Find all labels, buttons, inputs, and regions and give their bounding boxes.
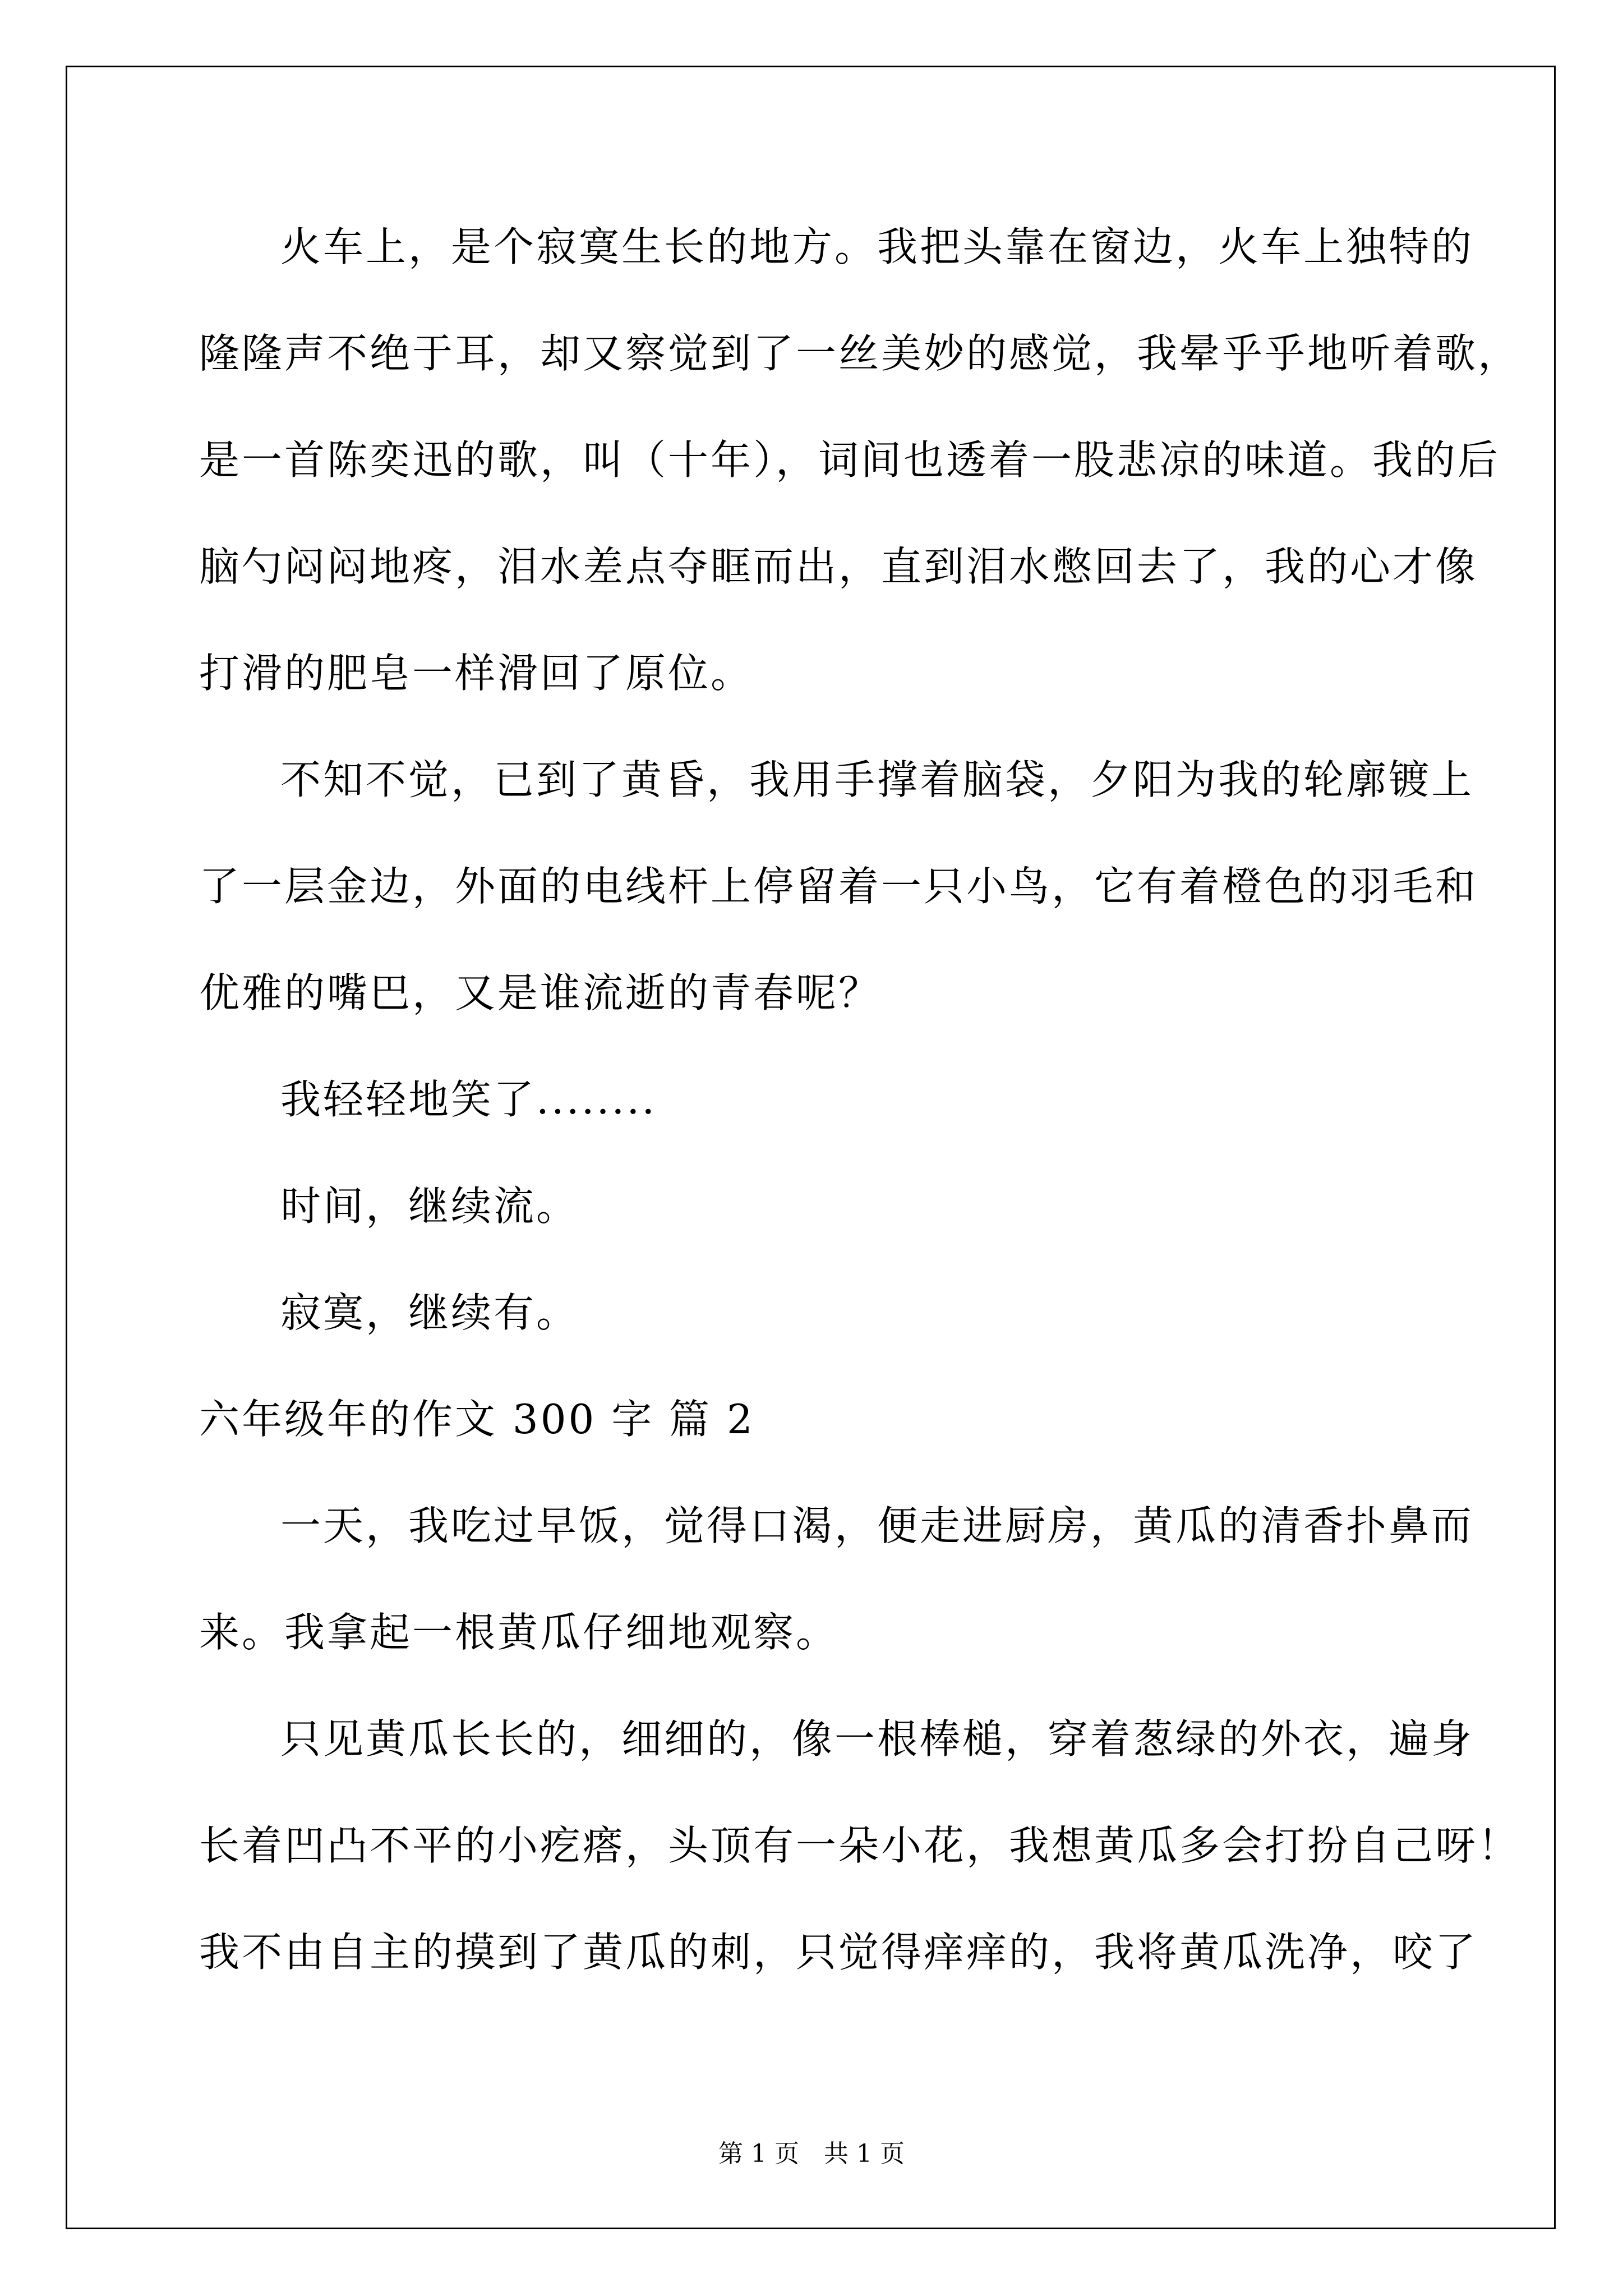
paragraph-line: 只见黄瓜长长的，细细的，像一根棒槌，穿着葱绿的外衣，遍身 <box>280 1715 1474 1763</box>
paragraph-line: 打滑的肥皂一样滑回了原位。 <box>199 650 754 697</box>
paragraph-line: 来。我拿起一根黄瓜仔细地观察。 <box>199 1609 839 1656</box>
paragraph-line: 我轻轻地笑了........ <box>280 1076 657 1123</box>
paragraph-line: 我不由自主的摸到了黄瓜的刺，只觉得痒痒的，我将黄瓜洗净，咬了 <box>199 1929 1478 1976</box>
paragraph-line: 时间，继续流。 <box>280 1182 579 1230</box>
paragraph-line: 了一层金边，外面的电线杆上停留着一只小鸟，它有着橙色的羽毛和 <box>199 863 1478 910</box>
paragraph-line: 寂寞，继续有。 <box>280 1289 579 1336</box>
paragraph-line: 火车上，是个寂寞生长的地方。我把头靠在窗边，火车上独特的 <box>280 223 1474 270</box>
paragraph-line: 是一首陈奕迅的歌，叫（十年），词间也透着一股悲凉的味道。我的后 <box>199 436 1501 484</box>
paragraph-line: 一天，我吃过早饭，觉得口渴，便走进厨房，黄瓜的清香扑鼻而 <box>280 1502 1474 1549</box>
paragraph-line: 隆隆声不绝于耳，却又察觉到了一丝美妙的感觉，我晕乎乎地听着歌， <box>199 330 1521 377</box>
page-number: 第 1 页 共 1 页 <box>718 2139 905 2168</box>
page-border <box>66 66 1556 2229</box>
paragraph-line: 脑勺闷闷地疼，泪水差点夺眶而出，直到泪水憋回去了，我的心才像 <box>199 543 1478 590</box>
paragraph-line: 不知不觉，已到了黄昏，我用手撑着脑袋，夕阳为我的轮廓镀上 <box>280 756 1474 803</box>
section-heading: 六年级年的作文 300 字 篇 2 <box>199 1396 755 1443</box>
paragraph-line: 长着凹凸不平的小疙瘩，头顶有一朵小花，我想黄瓜多会打扮自己呀！ <box>199 1822 1521 1869</box>
paragraph-line: 优雅的嘴巴，又是谁流逝的青春呢？ <box>199 969 882 1016</box>
